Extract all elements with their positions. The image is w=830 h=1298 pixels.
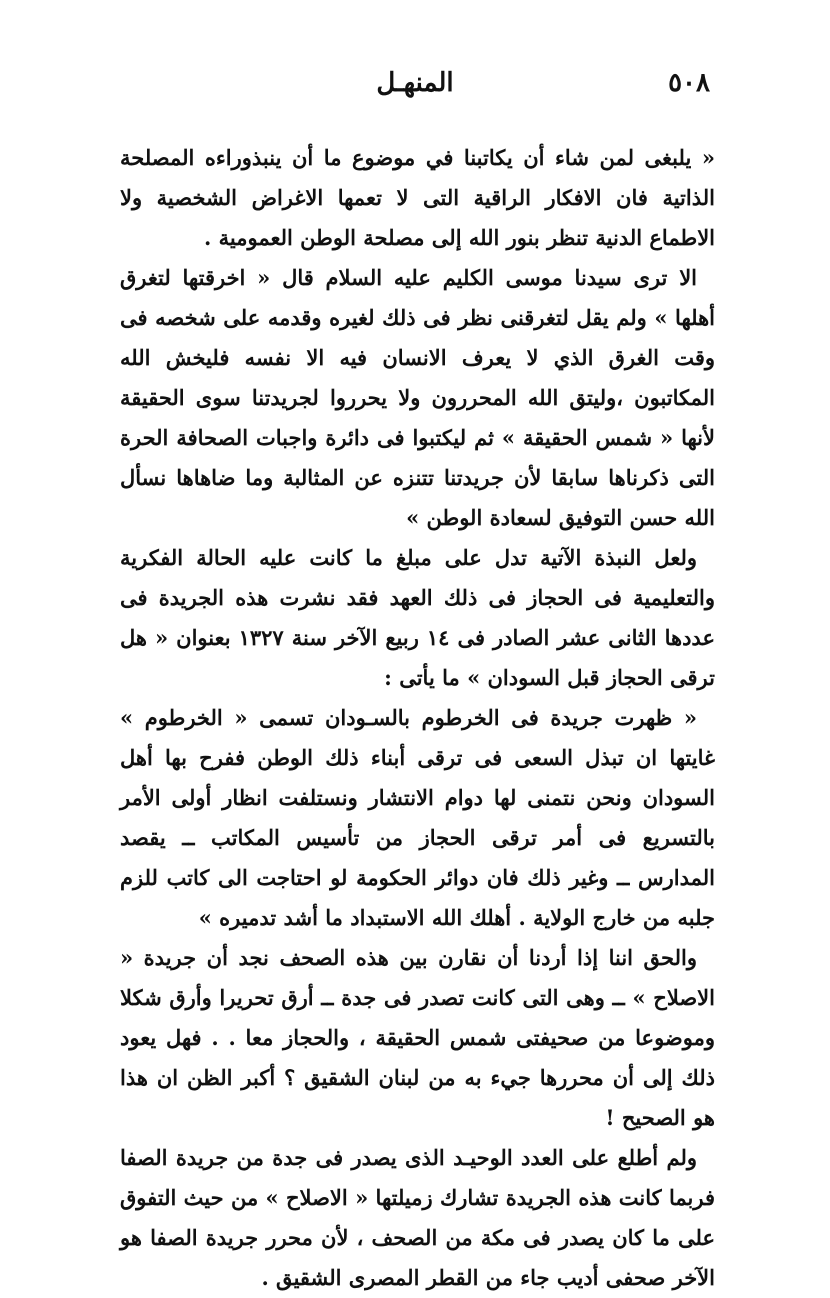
paragraph-2: الا ترى سيدنا موسى الكليم عليه السلام قال « اخرقتها لتغرق أهلها » ولم يقل لتغرقنى نظر فى ذلك لغيره وقدمه على شخصه فى وقت الغرق الذي لا يعرف الانسان فيه الا نفسه فليخش الله المكاتبون ،وليتق الله المحررون ولا يحرروا لجريدتنا سوى الحقيقة لأنها « شمس الحقيقة » ثم ليكتبوا فى دائرة واجبات الصحافة الحرة التى ذكرناها سابقا لأن جريدتنا تتنزه عن المثالبة وما ضاهاها نسأل الله حسن التوفيق لسعادة الوطن » xyxy=(120,265,715,530)
article-body xyxy=(120,138,715,1298)
paragraph-5: والحق اننا إذا أردنا أن نقارن بين هذه الصحف نجد أن جريدة « الاصلاح » ــ وهى التى كانت تصدر فى جدة ــ أرق تحريرا وأرق شكلا وموضوعا من صحيفتى شمس الحقيقة ، والحجاز معا . . فهل يعود ذلك إلى أن محررها جيء به من لبنان الشقيق ؟ أكبر الظن ان هذا هو الصحيح ! xyxy=(120,945,715,1130)
paragraph-6: ولم أطلع على العدد الوحيـد الذى يصدر فى جدة من جريدة الصفا فربما كانت هذه الجريدة تشارك زميلتها « الاصلاح » من حيث التفوق على ما كان يصدر فى مكة من الصحف ، لأن محرر جريدة الصفا هو الآخر صحفى أديب جاء من القطر المصرى الشقيق . xyxy=(120,1145,715,1290)
page-number: ٥٠٨ xyxy=(668,68,710,98)
paragraph-4: « ظهرت جريدة فى الخرطوم بالسـودان تسمى « الخرطوم » غايتها ان تبذل السعى فى ترقى أبناء ذلك الوطن ففرح بها أهل السودان ونحن نتمنى لها دوام الانتشار ونستلفت انظار أولى الأمر بالتسريع فى أمر ترقى الحجاز من تأسيس المكاتب ــ يقصد المدارس ــ وغير ذلك فان دوائر الحكومة لو احتاجت الى كاتب للزم جلبه من خارج الولاية . أهلك الله الاستبداد ما أشد تدميره » xyxy=(120,705,715,930)
paragraph-1: « يلبغى لمن شاء أن يكاتبنا في موضوع ما أن ينبذوراءه المصلحة الذاتية فان الافكار الراقية التى لا تعمها الاغراض الشخصية ولا الاطماع الدنية تنظر بنور الله إلى مصلحة الوطن العمومية . xyxy=(120,145,715,250)
paragraph-3: ولعل النبذة الآتية تدل على مبلغ ما كانت عليه الحالة الفكرية والتعليمية فى الحجاز فى ذلك العهد فقد نشرت هذه الجريدة فى عددها الثانى عشر الصادر فى ١٤ ربيع الآخر سنة ١٣٢٧ بعنوان « هل ترقى الحجاز قبل السودان » ما يأتى : xyxy=(120,545,715,690)
journal-title: المنهـل xyxy=(376,68,454,98)
running-head xyxy=(120,68,710,108)
